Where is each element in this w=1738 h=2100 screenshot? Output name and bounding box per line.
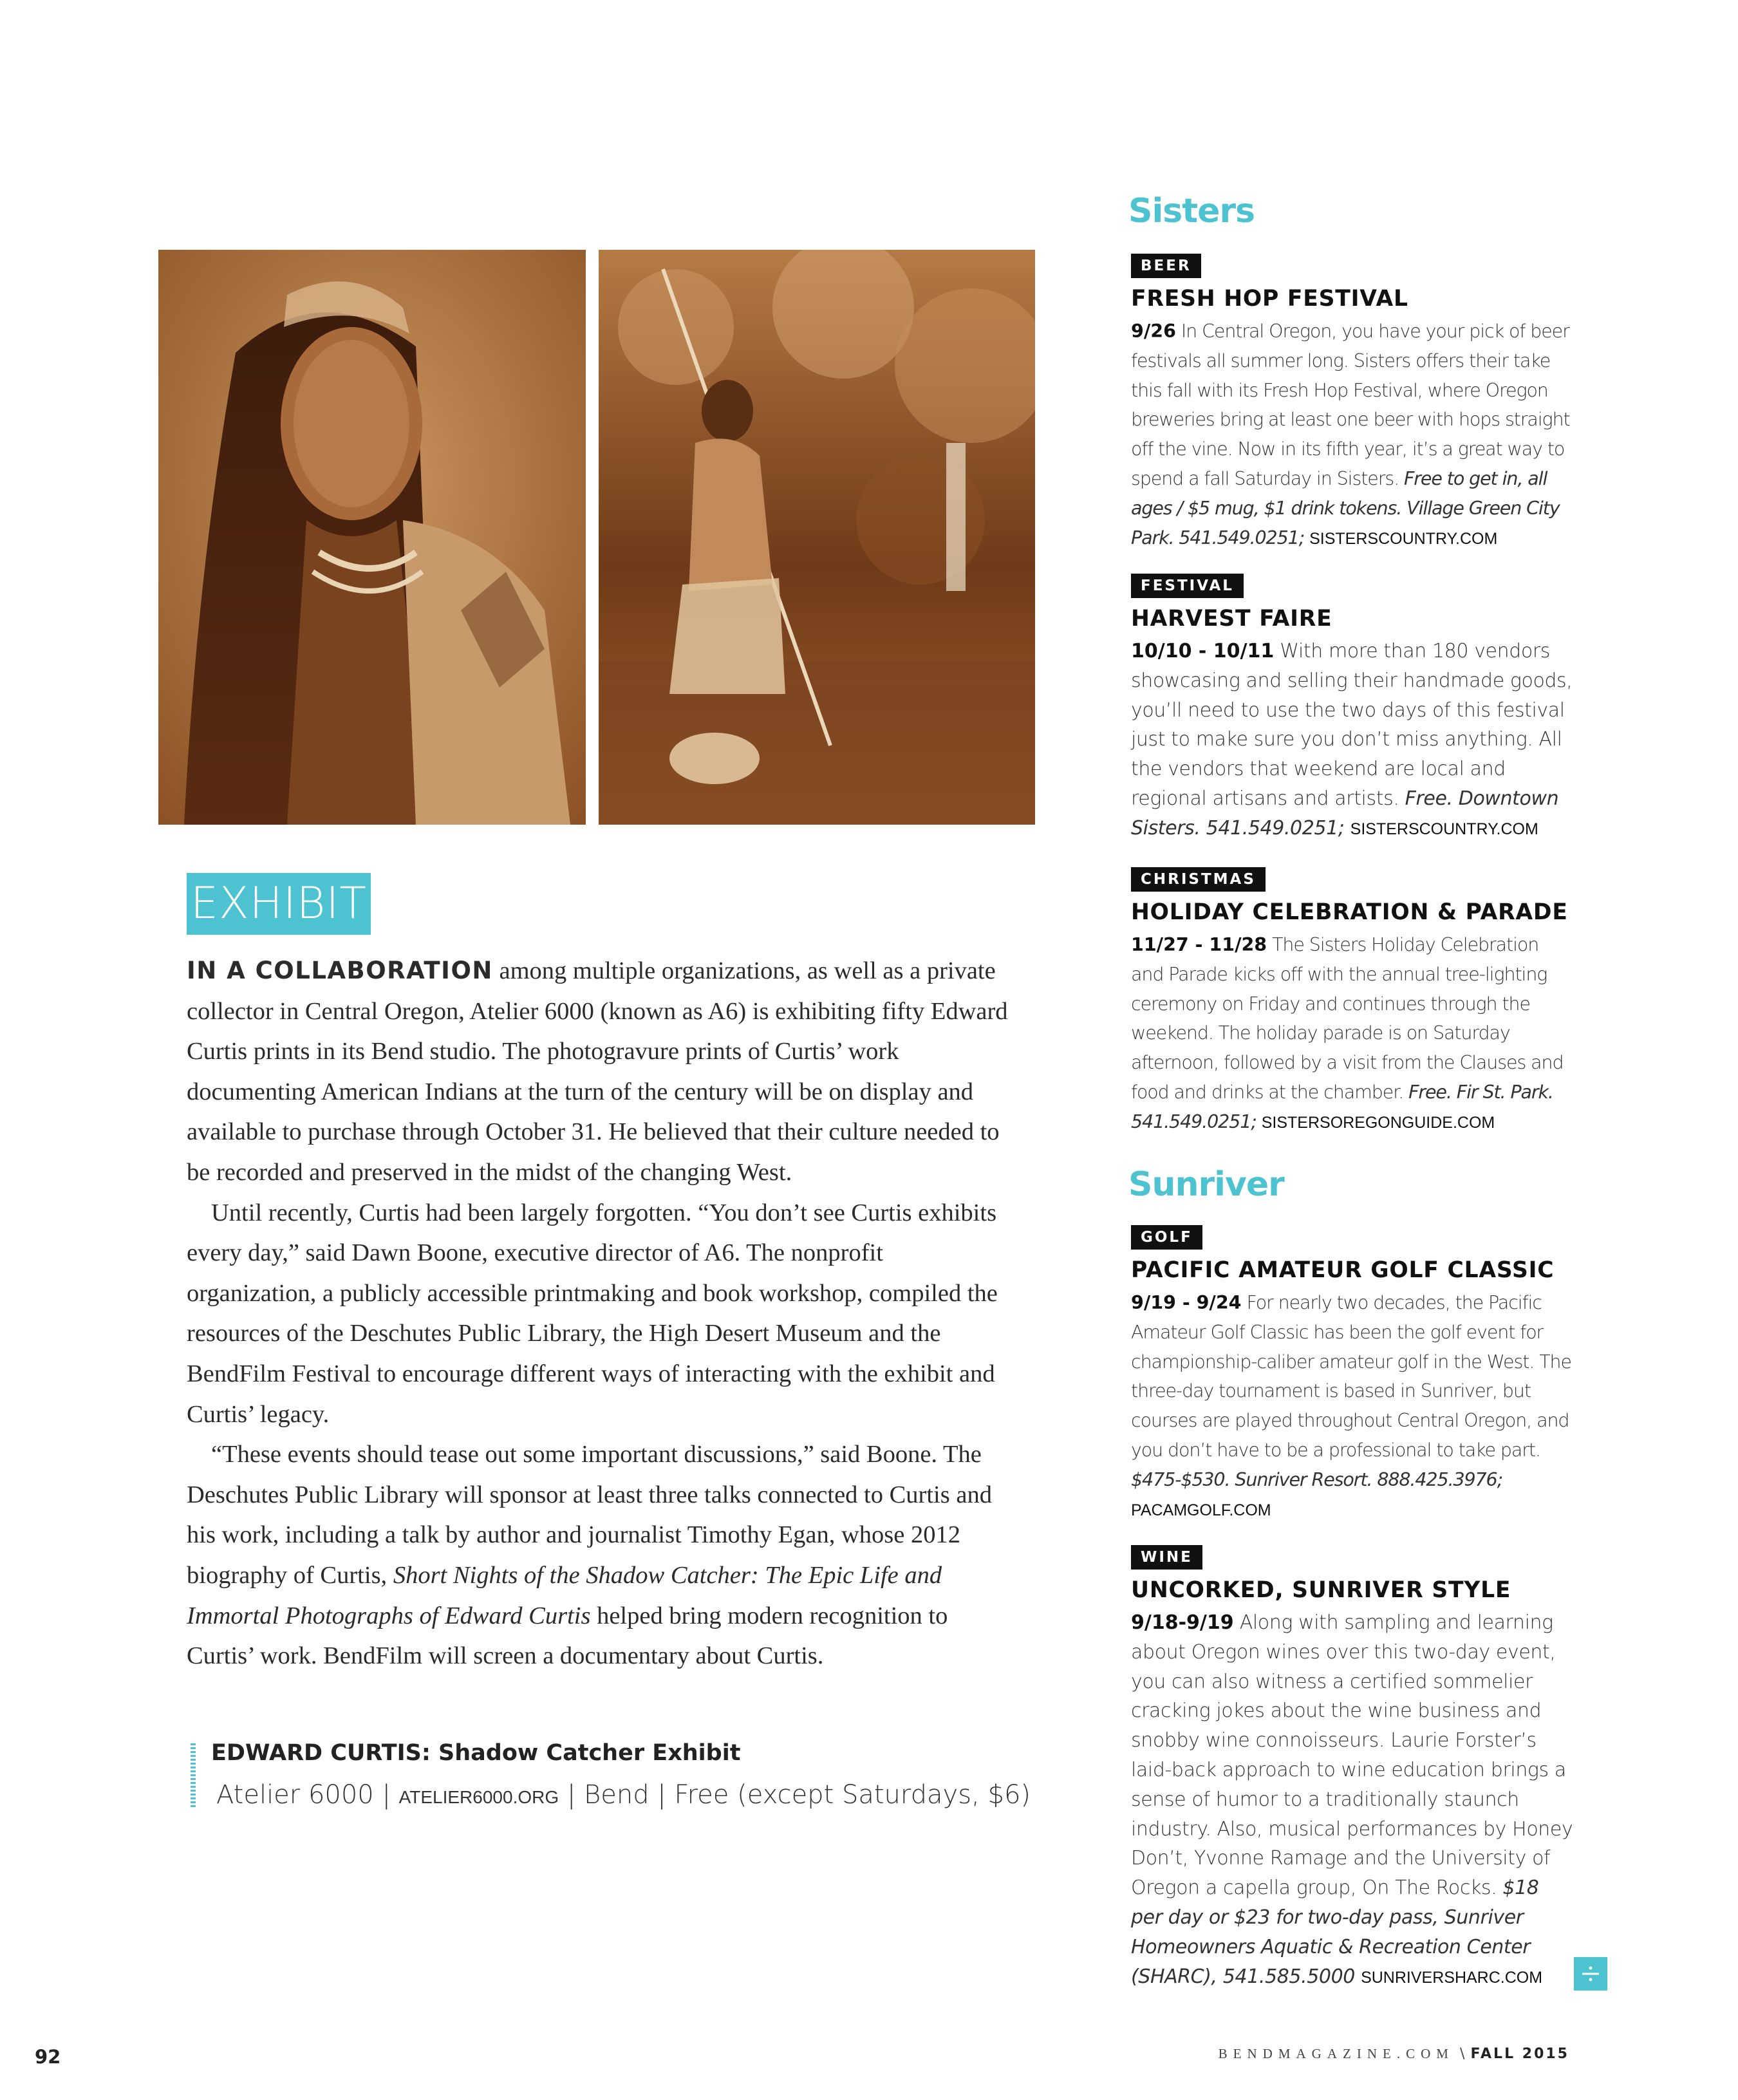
tag-festival: FESTIVAL [1131, 574, 1244, 598]
tag-wine: WINE [1131, 1545, 1202, 1570]
event-text: Along with sampling and learning about Oregon wines over this two-day event, you can also witness a certified sommelier cracking jokes about the wine business and snobby wine connoisseurs. Laurie Forster’s laid-back approach to wine education brings a sense of humor to a traditionally staunch industry. Also, musical performances by Honey Don’t, Yvonne Ramage and the University of Oregon a capella group, On The Rocks. [1131, 1611, 1573, 1900]
event-details: Free to get in, all ages / $5 mug, $1 drink tokens. Village Green City Park. 541.549.0251; [1131, 467, 1560, 548]
exhibit-label: EXHIBIT [187, 873, 371, 935]
event-url-link[interactable]: SISTERSOREGONGUIDE.COM [1261, 1113, 1495, 1132]
event-body-harvest-faire [1131, 637, 1575, 845]
paragraph-3-text-a: “These events should tease out some important discussions,” said Boone. The Deschutes Public Library will sponsor at least three talks connected to Curtis and his work, including a talk by author and journalist Timothy Egan, whose 2012 biography of Curtis, [187, 1441, 992, 1589]
event-date: 10/10 - 10/11 [1131, 640, 1275, 662]
footer-site: BENDMAGAZINE.COM [1218, 2046, 1454, 2061]
portrait-photo [158, 250, 586, 825]
tag-golf: GOLF [1131, 1225, 1202, 1250]
paragraph-1-text: among multiple organizations, as well as a private collector in Central Oregon, Atelier 6000 (known as A6) is exhibiting fifty Edward Curtis prints in its Bend studio. The photogravure prints of Curtis’ work documenting American Indians at the turn of the century will be on display and available to purchase through October 31. He believed that their culture needed to be recorded and preserved in the midst of the changing West. [187, 957, 1008, 1186]
event-text: In Central Oregon, you have your pick of beer festivals all summer long. Sisters offers their take this fall with its Fresh Hop Festival, where Oregon breweries bring at least one beer with hops straight off the vine. Now in its fifth year, it’s a great way to spend a fall Saturday in Sisters. [1131, 321, 1570, 489]
event-details: $475-$530. Sunriver Resort. 888.425.3976; [1131, 1468, 1503, 1490]
paragraph-3 [187, 1434, 1017, 1676]
page-number: 92 [35, 2046, 61, 2068]
info-city: Bend [584, 1780, 649, 1810]
info-price: Free (except Saturdays, $6) [674, 1780, 1031, 1810]
event-title-harvest-faire: HARVEST FAIRE [1131, 606, 1332, 632]
river-photo [599, 250, 1035, 825]
info-separator: | [649, 1780, 675, 1810]
event-date: 9/19 - 9/24 [1131, 1292, 1242, 1313]
event-title-golf-classic: PACIFIC AMATEUR GOLF CLASSIC [1131, 1257, 1555, 1283]
tag-beer: BEER [1131, 254, 1201, 278]
event-url-link[interactable]: SUNRIVERSHARC.COM [1361, 1968, 1543, 1987]
event-title-uncorked: UNCORKED, SUNRIVER STYLE [1131, 1577, 1511, 1603]
info-venue: Atelier 6000 [216, 1780, 374, 1810]
event-body-fresh-hop [1131, 317, 1575, 554]
event-title-fresh-hop: FRESH HOP FESTIVAL [1131, 286, 1408, 312]
event-text: The Sisters Holiday Celebration and Parade kicks off with the annual tree-lighting ceremony on Friday and continues through the weekend. The holiday parade is on Saturday afternoon, followed by a visit from the Clauses and food and drinks at the chamber. [1131, 934, 1564, 1103]
book-title: Short Nights of the Shadow Catcher: The Epic Life and Immortal Photographs of Edward Curtis [187, 1561, 942, 1629]
event-body-holiday-parade [1131, 930, 1575, 1138]
info-url-link[interactable]: ATELIER6000.ORG [398, 1787, 559, 1807]
event-title-holiday-parade: HOLIDAY CELEBRATION & PARADE [1131, 899, 1568, 925]
paragraph-1 [187, 951, 1017, 1193]
info-separator: | [559, 1780, 584, 1810]
footer-separator: \ [1460, 2046, 1465, 2062]
event-body-golf-classic [1131, 1288, 1575, 1525]
section-title-sisters: Sisters [1128, 192, 1255, 230]
event-body-uncorked [1131, 1608, 1575, 1992]
lead-in: IN A COLLABORATION [187, 957, 493, 984]
event-url-link[interactable]: PACAMGOLF.COM [1131, 1501, 1271, 1519]
footer-issue: FALL 2015 [1470, 2046, 1569, 2062]
event-url-link[interactable]: SISTERSCOUNTRY.COM [1309, 529, 1498, 548]
exhibit-info-details [216, 1780, 1031, 1810]
event-text: With more than 180 vendors showcasing and selling their handmade goods, you’ll need to use the two days of this festival just to make sure you don’t miss anything. All the vendors that weekend are local and regional artisans and artists. [1131, 640, 1573, 810]
article-body [187, 951, 1017, 1676]
section-title-sunriver: Sunriver [1128, 1165, 1284, 1204]
event-text: For nearly two decades, the Pacific Amateur Golf Classic has been the golf event for championship-caliber amateur golf in the West. The three-day tournament is based in Sunriver, but courses are played throughout Central Oregon, and you don’t have to be a professional to take part. [1131, 1292, 1571, 1461]
end-of-article-icon [1574, 1957, 1607, 1991]
paragraph-2: Until recently, Curtis had been largely forgotten. “You don’t see Curtis exhibits every day,” said Dawn Boone, executive director of A6. The nonprofit organization, a publicly accessible printmaking and book workshop, compiled the resources of the Deschutes Public Library, the High Desert Museum and the BendFilm Festival to encourage different ways of interacting with the exhibit and Curtis’ legacy. [187, 1199, 998, 1428]
event-details: Free. Downtown Sisters. 541.549.0251; [1131, 787, 1559, 839]
event-date: 9/18-9/19 [1131, 1611, 1234, 1634]
event-date: 9/26 [1131, 321, 1176, 342]
event-url-link[interactable]: SISTERSCOUNTRY.COM [1350, 820, 1538, 838]
paragraph-3-text-b: helped bring modern recognition to Curtis’ work. BendFilm will screen a documentary about Curtis. [187, 1602, 948, 1670]
info-accent-bar [191, 1743, 196, 1808]
footer-credit [1219, 2046, 1569, 2062]
event-details: $18 per day or $23 for two-day pass, Sunriver Homeowners Aquatic & Recreation Center (SHARC), 541.585.5000 [1131, 1877, 1539, 1988]
event-date: 11/27 - 11/28 [1131, 934, 1267, 955]
info-separator: | [373, 1780, 399, 1810]
exhibit-info-title: EDWARD CURTIS: Shadow Catcher Exhibit [211, 1740, 741, 1766]
tag-christmas: CHRISTMAS [1131, 867, 1266, 892]
event-details: Free. Fir St. Park. 541.549.0251; [1131, 1081, 1553, 1132]
